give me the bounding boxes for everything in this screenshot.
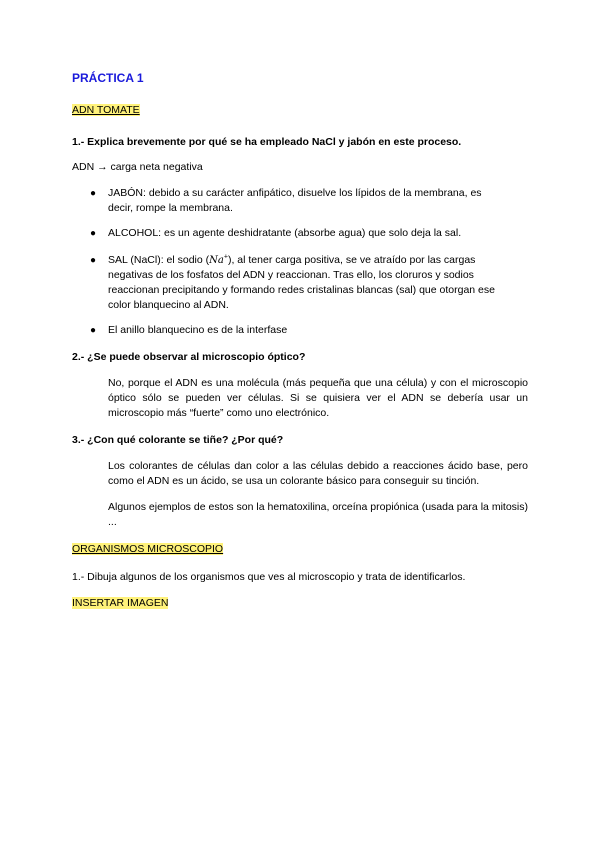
answer-3-paragraph-2: Algunos ejemplos de estos son la hematoxilina, orceína propiónica (usada para la mitosis) ... xyxy=(108,501,528,528)
bullet-jabon: JABÓN: debido a su carácter anfipático, disuelve los lípidos de la membrana, es decir, rompe la membrana. xyxy=(108,187,482,214)
dna-charge-intro: ADN → carga neta negativa xyxy=(72,161,203,173)
insert-image-placeholder xyxy=(72,596,168,611)
sodium-charge: + xyxy=(223,253,228,261)
bullet-sal xyxy=(108,253,508,313)
question-1: 1.- Explica brevemente por qué se ha empleado NaCl y jabón en este proceso. xyxy=(72,136,462,148)
section-heading-organismos-text: ORGANISMOS MICROSCOPIO xyxy=(72,543,224,555)
answer-2: No, porque el ADN es una molécula (más pequeña que una célula) y con el microscopio óptico sólo se pueden ver células. Si se quisiera ver el ADN se debería usar un microscopio más “fuerte” como uno electrónico. xyxy=(108,377,528,419)
answer-3-paragraph-1: Los colorantes de células dan color a las células debido a reacciones ácido base, pero como el ADN es un ácido, se usa un colorante básico para conseguir su tinción. xyxy=(108,460,528,487)
bullet-dot: ● xyxy=(90,188,97,199)
section-heading-adn-tomate-text: ADN TOMATE xyxy=(72,104,140,116)
section-heading-adn-tomate xyxy=(72,103,140,118)
page-title: PRÁCTICA 1 xyxy=(72,71,144,85)
bullet-dot: ● xyxy=(90,325,97,336)
bullet-dot: ● xyxy=(90,255,97,266)
bullet-sal-start: SAL (NaCl): el sodio ( xyxy=(108,254,210,266)
section-heading-organismos xyxy=(72,542,223,557)
insert-image-text: INSERTAR IMAGEN xyxy=(72,597,169,609)
question-3: 3.- ¿Con qué colorante se tiñe? ¿Por qué? xyxy=(72,434,284,446)
bullet-alcohol: ALCOHOL: es un agente deshidratante (absorbe agua) que solo deja la sal. xyxy=(108,227,462,239)
bullet-sal-rest: ), al tener carga positiva, se ve atraído por las cargas negativas de los fosfatos del ADN y reaccionan. Tras ello, los cloruros y sodios reaccionan precipitando y formando redes cristalinas blancas (sal) que otorgan ese color blanquecino al ADN. xyxy=(108,254,495,311)
question-2: 2.- ¿Se puede observar al microscopio óptico? xyxy=(72,351,306,363)
organismos-question-1: 1.- Dibuja algunos de los organismos que ves al microscopio y trata de identificarlos. xyxy=(72,571,466,583)
bullet-anillo: El anillo blanquecino es de la interfase xyxy=(108,324,288,336)
sodium-formula: Na xyxy=(209,255,224,266)
bullet-dot: ● xyxy=(90,228,97,239)
